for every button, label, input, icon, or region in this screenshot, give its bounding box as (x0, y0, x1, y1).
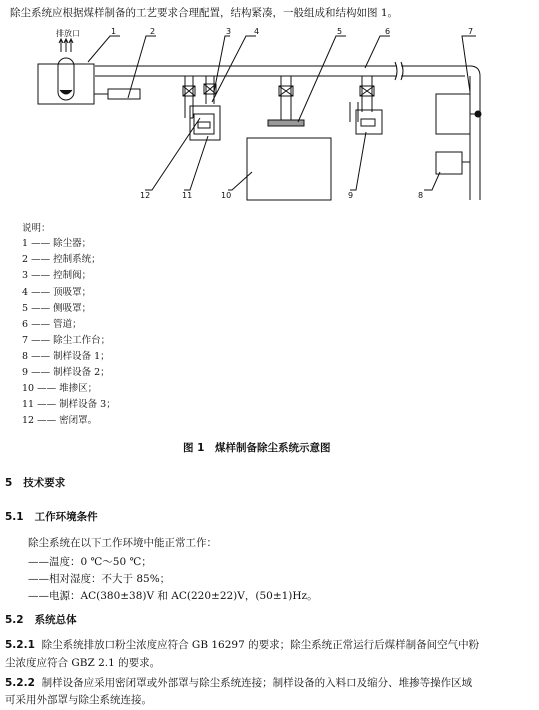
section-number: 5.2 (5, 614, 24, 626)
section-5-1-heading (5, 511, 98, 524)
legend-item: 10 —— 堆掺区； (22, 383, 98, 394)
diagram-number-12: 12 (140, 191, 151, 200)
equipment-2 (356, 110, 382, 134)
clause-5-2-1-cont: 尘浓度应符合 GBZ 2.1 的要求。 (5, 657, 161, 669)
workbench (436, 94, 470, 134)
condition-item: ——相对湿度：不大于 85%； (28, 573, 171, 585)
clause-text: 除尘系统排放口粉尘浓度应符合 GB 16297 的要求；除尘系统正常运行后煤样制备间空气中粉 (41, 639, 480, 651)
equipment-3 (194, 114, 214, 134)
section-number: 5 (5, 477, 13, 489)
clause-number: 5.2.1 (5, 639, 35, 651)
section-5-heading (5, 477, 65, 490)
legend-title: 说明： (22, 223, 51, 234)
clause-5-2-2 (5, 677, 472, 690)
condition-item: ——电源：AC(380±38)V 和 AC(220±22)V，(50±1)Hz。 (28, 590, 318, 602)
clause-number: 5.2.2 (5, 677, 35, 689)
intro-text: 除尘系统应根据煤样制备的工艺要求合理配置，结构紧凑，一般组成和结构如图 1。 (10, 7, 399, 19)
outlet-arrows (59, 39, 73, 52)
diagram-number-5: 5 (337, 27, 343, 36)
section-title: 工作环境条件 (34, 511, 98, 523)
legend-item: 5 —— 侧吸罩； (22, 303, 92, 314)
legend-item: 12 —— 密闭罩。 (22, 415, 98, 426)
diagram-number-4: 4 (254, 27, 260, 36)
diagram-number-11: 11 (182, 191, 193, 200)
section-number: 5.1 (5, 511, 24, 523)
diagram-number-2: 2 (150, 27, 156, 36)
section-title: 技术要求 (23, 477, 66, 489)
legend-item: 9 —— 制样设备 2； (22, 367, 110, 378)
legend-item: 7 —— 除尘工作台； (22, 335, 111, 346)
diagram-number-1: 1 (111, 27, 117, 36)
condition-item: ——温度：0 ℃～50 ℃； (28, 556, 152, 568)
section-5-2-heading (5, 614, 77, 627)
section-5-1-lead: 除尘系统在以下工作环境中能正常工作： (28, 537, 217, 549)
section-title: 系统总体 (34, 614, 77, 626)
diagram-number-6: 6 (385, 27, 391, 36)
dust-collector (38, 64, 94, 104)
duct-break (395, 62, 403, 80)
clause-text: 制样设备应采用密闭罩或外部罩与除尘系统连接；制样设备的入料口及缩分、堆掺等操作区域 (41, 677, 473, 689)
diagram-number-3: 3 (226, 27, 232, 36)
clause-5-2-2-cont: 可采用外部罩与除尘系统连接。 (5, 694, 152, 706)
outlet-label: 排放口 (56, 29, 80, 38)
control-system (108, 89, 140, 99)
legend-item: 2 —— 控制系统； (22, 254, 101, 265)
figure-caption: 图 1 煤样制备除尘系统示意图 (183, 442, 331, 454)
clause-5-2-1 (5, 639, 479, 652)
legend-item: 6 —— 管道； (22, 319, 82, 330)
equipment-1 (436, 152, 462, 174)
diagram-number-7: 7 (468, 27, 474, 36)
legend-item: 3 —— 控制阀； (22, 270, 92, 281)
diagram-number-9: 9 (348, 191, 354, 200)
dust-removal-system-diagram (0, 22, 539, 212)
stockpile-area (247, 138, 331, 200)
diagram-number-10: 10 (221, 191, 232, 200)
legend-item: 4 —— 顶吸罩； (22, 287, 92, 298)
legend-item: 11 —— 制样设备 3； (22, 399, 116, 410)
legend-item: 8 —— 制样设备 1； (22, 351, 110, 362)
legend-item: 1 —— 除尘器； (22, 238, 92, 249)
diagram-number-8: 8 (418, 191, 424, 200)
